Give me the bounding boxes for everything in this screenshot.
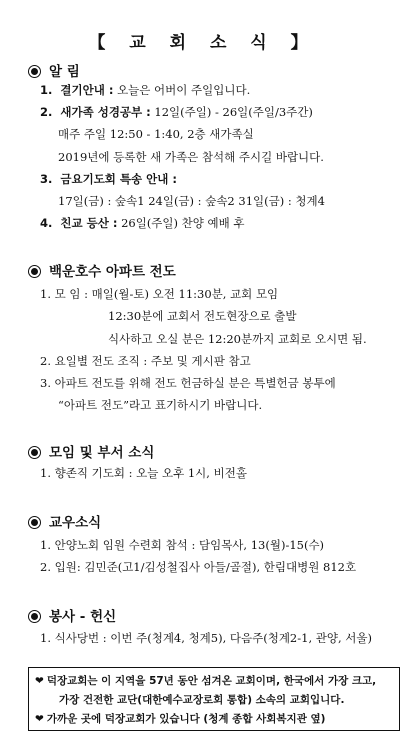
- church-info-box: [28, 667, 400, 731]
- members-line: 1. 안양노회 임원 수련회 참석 : 담임목사, 13(월)-15(수): [40, 538, 325, 552]
- evangelism-line: 1. 모 임 : 매일(월-토) 오전 11:30분, 교회 모임: [40, 287, 279, 301]
- section-heading-members: 교우소식: [28, 511, 101, 531]
- notice-item-3-detail: 17일(금) : 숲속1 24일(금) : 숲속2 31일(금) : 청계4: [58, 194, 325, 208]
- footer-line-3: ❤ 가까운 곳에 덕장교회가 있습니다 (청계 종합 사회복지관 옆): [35, 713, 326, 725]
- footer-line-2: 가장 건전한 교단(대한예수교장로회 통합) 소속의 교회입니다.: [59, 694, 345, 706]
- bullet-icon: [28, 65, 41, 78]
- notice-item-3: 3. 금요기도회 특송 안내 :: [40, 172, 177, 186]
- notice-item-2: 2. 새가족 성경공부 : 12일(주일) - 26일(주일/3주간): [40, 105, 313, 119]
- evangelism-line: 3. 아파트 전도를 위해 전도 헌금하실 분은 특별헌금 봉투에: [40, 376, 336, 390]
- heart-icon: ❤: [35, 713, 44, 725]
- bullet-icon: [28, 610, 41, 623]
- meetings-line: 1. 향존직 기도회 : 오늘 오후 1시, 비전홀: [40, 466, 247, 480]
- evangelism-line: 12:30분에 교회서 전도현장으로 출발: [108, 309, 297, 323]
- section-heading-meetings: 모임 및 부서 소식: [28, 441, 154, 461]
- members-line: 2. 입원: 김민준(고1/김성철집사 아들/골절), 한림대병원 812호: [40, 560, 357, 574]
- notice-item-2-detail: 매주 주일 12:50 - 1:40, 2층 새가족실: [58, 127, 254, 141]
- notice-item-1: 1. 결기안내 : 오늘은 어버이 주일입니다.: [40, 83, 251, 97]
- bullet-icon: [28, 516, 41, 529]
- notice-item-2-detail: 2019년에 등록한 새 가족은 참석해 주시길 바랍니다.: [58, 150, 324, 164]
- bullet-icon: [28, 446, 41, 459]
- evangelism-line: 2. 요일별 전도 조직 : 주보 및 게시판 참고: [40, 354, 251, 368]
- service-line: 1. 식사당번 : 이번 주(청계4, 청계5), 다음주(청계2-1, 관양, 서울): [40, 631, 372, 645]
- evangelism-line: 식사하고 오실 분은 12:20분까지 교회로 오시면 됨.: [108, 332, 367, 346]
- section-heading-notice: 알 림: [28, 60, 80, 80]
- section-heading-service: 봉사 - 헌신: [28, 605, 116, 625]
- bullet-icon: [28, 265, 41, 278]
- page-title: 【 교 회 소 식 】: [88, 33, 317, 53]
- heart-icon: ❤: [35, 675, 44, 687]
- evangelism-line: “아파트 전도”라고 표기하시기 바랍니다.: [58, 398, 263, 412]
- section-heading-evangelism: 백운호수 아파트 전도: [28, 260, 176, 280]
- notice-item-4: 4. 친교 등산 : 26일(주일) 찬양 예배 후: [40, 216, 245, 230]
- footer-line-1: ❤ 덕장교회는 이 지역을 57년 동안 섬겨온 교회이며, 한국에서 가장 크고,: [35, 675, 377, 687]
